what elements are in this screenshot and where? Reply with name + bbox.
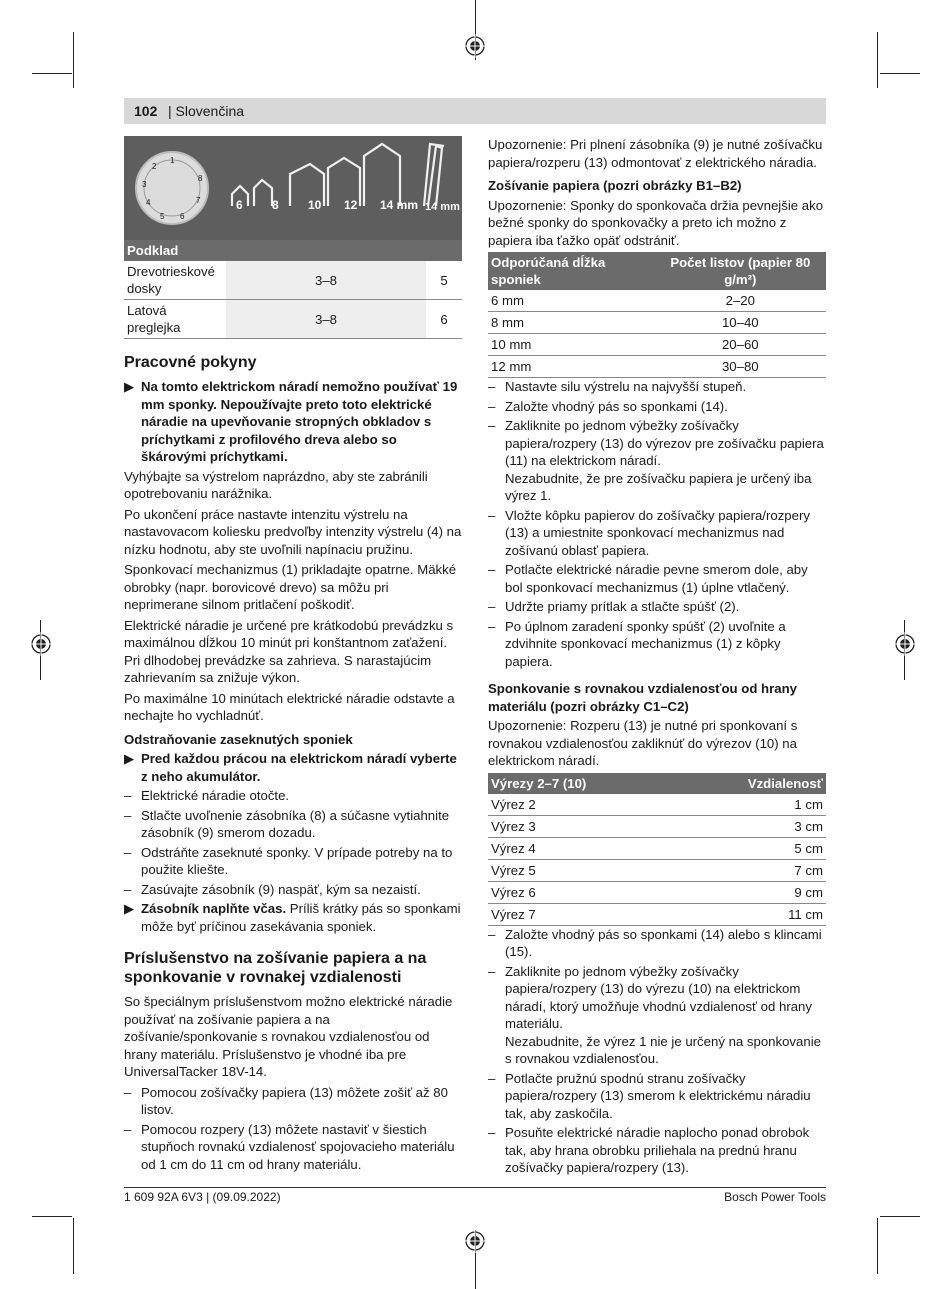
left-column xyxy=(124,136,462,1175)
table-header: Výrezy 2–7 (10) xyxy=(491,775,587,791)
paragraph: Elektrické náradie je určené pre krátkodobú prevádzku s maximálnou dĺžkou 10 minút pri konštantnom zaťažení. Pri dlhodobej prevádzke sa zahrieva. S narastajúcim zahrievaním sa znižuje výkon. xyxy=(124,617,454,685)
staple-figure xyxy=(124,136,462,240)
crop-mark xyxy=(877,32,878,88)
warning-item: ▶ Na tomto elektrickom náradí nemožno používať 19 mm sponky. Nepoužívajte preto toto elektrické náradie na upevňovanie stropných obkladov s príchytkami z profilového dreva alebo so škárovými príchytkami. xyxy=(124,379,458,464)
heading-prislusenstvo: Príslušenstvo na zošívanie papiera a na sponkovanie v rovnakej vzdialenosti xyxy=(124,950,427,986)
paragraph: Po ukončení práce nastavte intenzitu výstrelu na nastavovacom koliesku predvoľby intenzity výstrelu (4) na nízku hodnotu, aby ste uvoľnili napínaciu pružinu. xyxy=(124,506,462,557)
list-item: – Elektrické náradie otočte. xyxy=(124,788,290,803)
heading-pracovne-pokyny: Pracovné pokyny xyxy=(124,354,257,371)
registration-target-icon xyxy=(463,1229,487,1253)
dial-number: 7 xyxy=(196,196,201,205)
list-item: – Odstráňte zaseknuté sponky. V prípade potreby na to použite kliešte. xyxy=(124,844,453,877)
table-row: Latová preglejka 3–8 6 xyxy=(124,300,462,339)
table-header: Odporúčaná dĺžka sponiek xyxy=(491,255,606,287)
page-header xyxy=(124,98,826,124)
heading-sponkovanie: Sponkovanie s rovnakou vzdialenosťou od hrany materiálu (pozri obrázky C1–C2) xyxy=(488,681,797,714)
heading-odstranovanie: Odstraňovanie zaseknutých sponiek xyxy=(124,731,353,747)
table-row: Výrez 7 11 cm xyxy=(488,903,826,925)
list-item: – Vložte kôpku papierov do zošívačky papiera/rozpery (13) a umiestnite sponkovací mechanizmus nad zošívanú oblasť papiera. xyxy=(488,507,810,558)
warning-item: ▶ Zásobník naplňte včas. Príliš krátky pás so sponkami môže byť príčinou zasekávania sponiek. xyxy=(124,901,461,934)
table-header: Počet listov (papier 80 g/m²) xyxy=(670,255,811,287)
registration-target-icon xyxy=(893,632,917,656)
dial-and-staples-illustration xyxy=(124,136,462,240)
list-item: – Udržte priamy prítlak a stlačte spúšť (2). xyxy=(488,599,740,614)
table-row: Výrez 3 3 cm xyxy=(488,815,826,837)
crop-mark xyxy=(880,1216,920,1217)
list-item: – Potlačte pružnú spodnú stranu zošívačky papiera/rozpery (13) smerom k elektrickému náradiu tak, aby zaskočila. xyxy=(488,1070,811,1121)
staple-length-table xyxy=(488,252,826,378)
staple-label: 14 mm xyxy=(425,201,460,213)
paragraph: Po maximálne 10 minútach elektrické náradie odstavte a nechajte ho vychladnúť. xyxy=(124,690,455,723)
footer-doc-number: 1 609 92A 6V3 | (09.09.2022) xyxy=(124,1190,281,1204)
crop-mark xyxy=(880,73,920,74)
list-item: – Zasúvajte zásobník (9) naspäť, kým sa nezaistí. xyxy=(124,881,421,897)
list-item: – Zakliknite po jednom výbežky zošívačky papiera/rozpery (13) do výrezov pre zošívačku papiera (11) na elektrickom náradí. Nezabudnite, že pre zošívačku papiera je určený iba výrez 1. xyxy=(488,418,824,503)
staple-label: 14 mm xyxy=(380,198,419,212)
dial-number: 3 xyxy=(142,180,147,189)
dial-number: 2 xyxy=(152,162,157,171)
list-item: – Založte vhodný pás so sponkami (14) alebo s klincami (15). xyxy=(488,926,822,959)
dial-number: 4 xyxy=(146,198,151,207)
footer-brand: Bosch Power Tools xyxy=(724,1190,826,1204)
table-header: Podklad xyxy=(127,243,179,258)
note-paragraph: Upozornenie: Pri plnení zásobníka (9) je nutné zošívačku papiera/rozperu (13) odmontovať z elektrického náradia. xyxy=(488,137,823,170)
dial-number: 1 xyxy=(170,156,175,165)
list-item: – Potlačte elektrické náradie pevne smerom dole, aby bol sponkovací mechanizmus (1) úplne vtlačený. xyxy=(488,562,808,595)
staple-label: 8 xyxy=(272,198,279,212)
list-item: – Stlačte uvoľnenie zásobníka (8) a súčasne vytiahnite zásobník (9) smerom dozadu. xyxy=(124,807,450,840)
right-column xyxy=(488,136,826,1179)
staple-label: 6 xyxy=(236,198,243,212)
table-header: Vzdialenosť xyxy=(747,775,823,791)
language-label: | Slovenčina xyxy=(168,103,245,119)
list-item: – Pomocou rozpery (13) môžete nastaviť v šiestich stupňoch rovnakú vzdialenosť spojovacieho materiálu od 1 cm do 11 cm od hrany materiálu. xyxy=(124,1121,455,1172)
heading-zosivanie: Zošívanie papiera (pozri obrázky B1–B2) xyxy=(488,178,742,193)
list-item: – Nastavte silu výstrelu na najvyšší stupeň. xyxy=(488,379,747,394)
table-row: Výrez 6 9 cm xyxy=(488,881,826,903)
note-paragraph: Upozornenie: Sponky do sponkovača držia pevnejšie ako bežné sponky do sponkovačky a preto ich možno z papiera iba ťažko opäť odstrániť. xyxy=(488,197,824,248)
paragraph: So špeciálnym príslušenstvom možno elektrické náradie používať na zošívanie papiera a na zošívanie/sponkovanie s rovnakou vzdialenosťou od hrany materiálu. Príslušenstvo je vhodné iba pre UniversalTacker 18V-14. xyxy=(124,994,453,1079)
staple-label: 10 xyxy=(308,198,322,212)
dial-number: 5 xyxy=(160,212,165,221)
crop-mark xyxy=(73,32,74,88)
footer-rule xyxy=(124,1187,826,1188)
table-row: Drevotrieskové dosky 3–8 5 xyxy=(124,261,462,300)
warning-item: ▶ Pred každou prácou na elektrickom náradí vyberte z neho akumulátor. xyxy=(124,751,457,784)
dial-number: 8 xyxy=(198,174,203,183)
note-paragraph: Upozornenie: Rozperu (13) je nutné pri sponkovaní s rovnakou vzdialenosťou zakliknúť do výrezov (10) na elektrickom náradí. xyxy=(488,718,798,768)
table-row: 10 mm 20–60 xyxy=(488,334,826,356)
registration-target-icon xyxy=(29,632,53,656)
crop-mark xyxy=(73,1218,74,1274)
list-item: – Zakliknite po jednom výbežky zošívačky papiera/rozpery (13) do výrezu (10) na elektrickom náradí, ktorý umožňuje vhodnú vzdialenosť od hrany materiálu. Nezabudnite, že výrez 1 nie je určený na sponkovanie s rovnakou vzdialenosťou. xyxy=(488,963,821,1066)
paragraph: Vyhýbajte sa výstrelom naprázdno, aby ste zabránili opotrebovaniu narážnika. xyxy=(124,468,428,501)
list-item: – Založte vhodný pás so sponkami (14). xyxy=(488,398,728,414)
cutout-distance-table xyxy=(488,773,826,926)
list-item: – Pomocou zošívačky papiera (13) môžete zošiť až 80 listov. xyxy=(124,1084,448,1117)
table-row: Výrez 2 1 cm xyxy=(488,794,826,816)
staple-label: 12 xyxy=(344,198,358,212)
dial-number: 6 xyxy=(180,212,185,221)
page-number: 102 xyxy=(134,103,158,119)
list-item: – Posuňte elektrické náradie naplocho ponad obrobok tak, aby hrana obrobku priliehala na prednú hranu zošívačky papiera/rozpery (13). xyxy=(488,1125,810,1175)
crop-mark xyxy=(32,73,72,74)
paragraph: Sponkovací mechanizmus (1) prikladajte opatrne. Mäkké obrobky (napr. borovicové drevo) sa môžu pri neprimerane silnom pritlačení poškodiť. xyxy=(124,562,457,612)
table-row: Výrez 5 7 cm xyxy=(488,859,826,881)
table-row: 12 mm 30–80 xyxy=(488,356,826,378)
registration-target-icon xyxy=(463,34,487,58)
table-row: 8 mm 10–40 xyxy=(488,312,826,334)
crop-mark xyxy=(877,1218,878,1274)
table-row: 6 mm 2–20 xyxy=(488,290,826,312)
crop-mark xyxy=(32,1216,72,1217)
substrate-table xyxy=(124,240,462,339)
list-item: – Po úplnom zaradení sponky spúšť (2) uvoľnite a zdvihnite sponkovací mechanizmus (1) z kôpky papiera. xyxy=(488,618,786,669)
table-row: Výrez 4 5 cm xyxy=(488,837,826,859)
